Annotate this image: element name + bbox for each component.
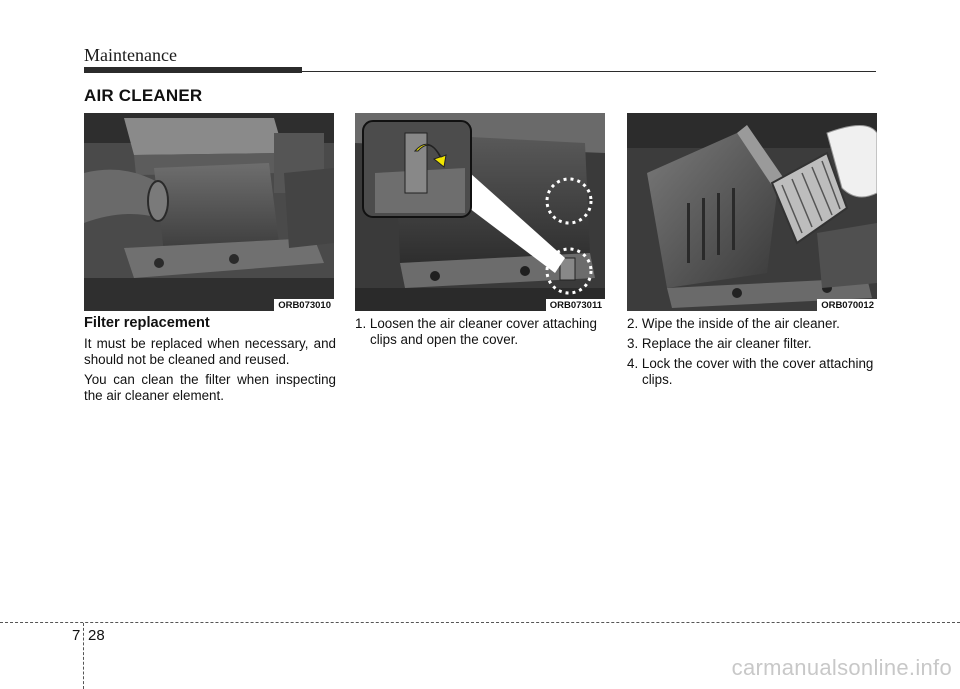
section-title: AIR CLEANER [84,86,203,105]
column-2-text [355,316,607,352]
column-1-text [84,315,336,408]
watermark: carmanualsonline.info [731,655,952,680]
page-section-number: 7 [72,627,81,644]
photo-cover-clips [355,113,605,311]
page-number: 28 [88,627,105,644]
photo-code: ORB073010 [274,299,334,311]
step-item: 3. Replace the air cleaner filter. [627,336,812,351]
column-3-text [627,316,879,392]
paragraph: It must be replaced when necessary, and should not be cleaned and reused. [84,336,336,367]
photo-code: ORB073011 [546,299,605,311]
header-rule-thick [84,67,302,73]
paragraph: You can clean the filter when inspecting the air cleaner element. [84,372,336,403]
photo-replace-filter [627,113,877,311]
footer-rule [0,622,960,623]
step-item: 4. Lock the cover with the cover attaching clips. [627,356,874,387]
header-rule-thin [302,71,876,72]
footer-vertical-rule [83,623,84,689]
sub-title: Filter replacement [84,315,210,331]
photo-code: ORB070012 [817,299,877,311]
header-title: Maintenance [84,45,177,65]
photo-air-cleaner-housing [84,113,334,311]
step-item: 2. Wipe the inside of the air cleaner. [627,316,840,331]
step-item: 1. Loosen the air cleaner cover attaching clips and open the cover. [355,316,597,347]
